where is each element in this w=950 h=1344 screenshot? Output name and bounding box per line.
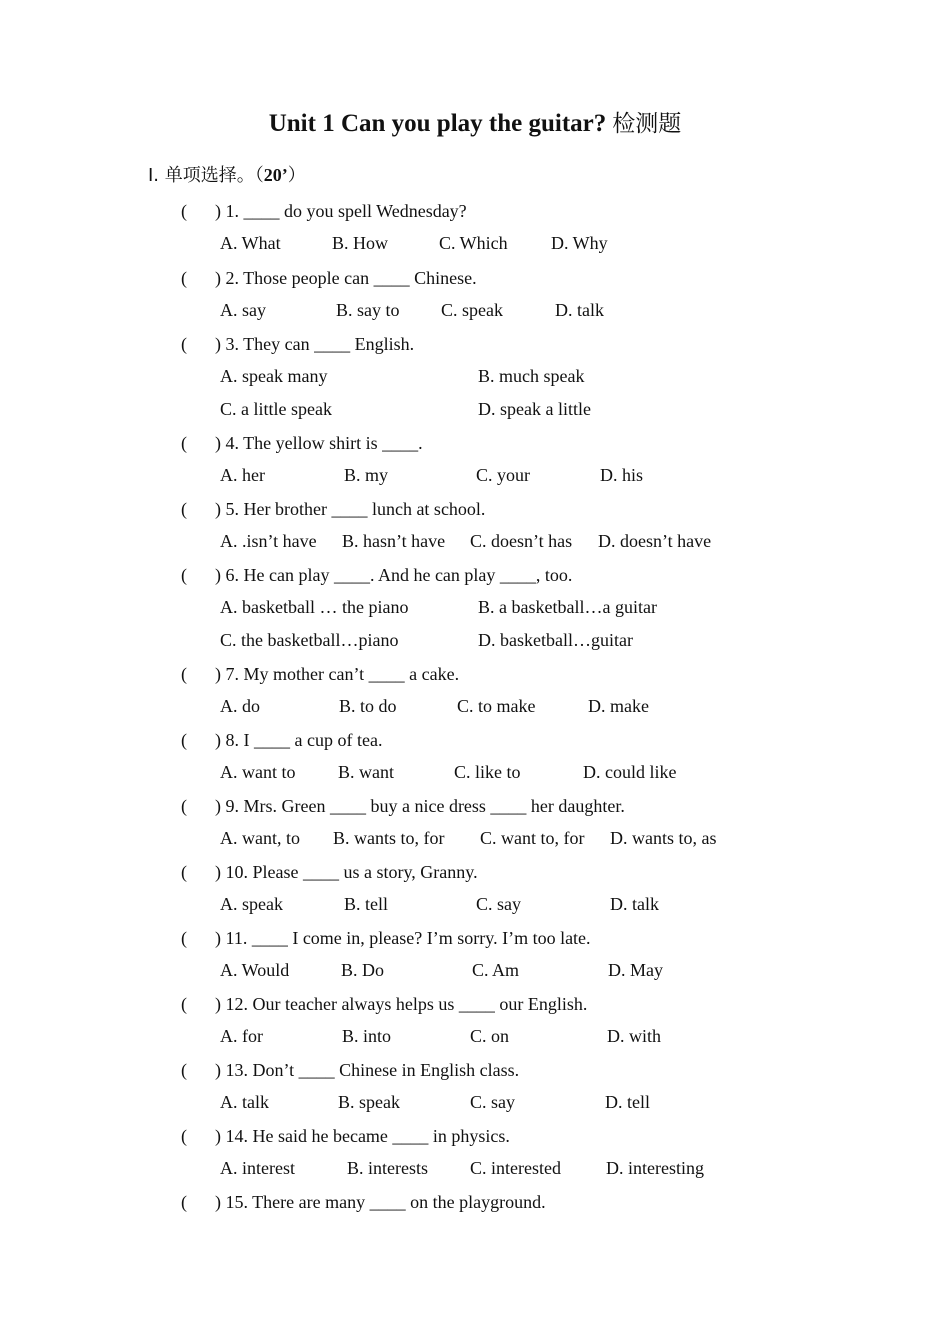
option-2-b: B. say to	[336, 300, 400, 320]
question-text: ) 1. ____ do you spell Wednesday?	[215, 201, 467, 221]
answer-blank-open: (	[181, 862, 187, 882]
question-text: ) 3. They can ____ English.	[215, 334, 415, 354]
option-4-b: B. my	[344, 465, 389, 485]
option-12-a: A. for	[220, 1026, 263, 1046]
option-11-c: C. Am	[472, 960, 520, 980]
section-score: 20’	[263, 165, 288, 185]
question-text: ) 10. Please ____ us a story, Granny.	[215, 862, 478, 882]
option-3-b: B. much speak	[478, 366, 585, 386]
option-9-c: C. want to, for	[480, 828, 585, 848]
option-14-c: C. interested	[470, 1158, 561, 1178]
option-10-b: B. tell	[344, 894, 388, 914]
option-5-d: D. doesn’t have	[598, 531, 712, 551]
title-english: Unit 1 Can you play the guitar?	[268, 110, 607, 137]
option-2-a: A. say	[220, 300, 266, 320]
option-5-b: B. hasn’t have	[342, 531, 446, 551]
option-10-d: D. talk	[610, 894, 659, 914]
option-14-b: B. interests	[347, 1158, 428, 1178]
option-13-b: B. speak	[338, 1092, 400, 1112]
option-2-d: D. talk	[555, 300, 604, 320]
option-8-a: A. want to	[220, 762, 296, 782]
title-chinese: 检测题	[612, 111, 682, 137]
section-heading	[148, 163, 306, 188]
answer-blank-open: (	[181, 1126, 187, 1146]
option-12-d: D. with	[607, 1026, 661, 1046]
question-text: ) 2. Those people can ____ Chinese.	[215, 268, 477, 288]
question-text: ) 15. There are many ____ on the playground.	[215, 1192, 546, 1212]
option-13-a: A. talk	[220, 1092, 269, 1112]
answer-blank-open: (	[181, 201, 187, 221]
option-6-c: C. the basketball…piano	[220, 630, 399, 650]
option-10-a: A. speak	[220, 894, 283, 914]
option-14-d: D. interesting	[606, 1158, 704, 1178]
option-11-d: D. May	[608, 960, 663, 980]
option-7-a: A. do	[220, 696, 260, 716]
option-5-c: C. doesn’t has	[470, 531, 573, 551]
option-13-c: C. say	[470, 1092, 515, 1112]
answer-blank-open: (	[181, 1192, 187, 1212]
answer-blank-open: (	[181, 796, 187, 816]
option-4-d: D. his	[600, 465, 644, 485]
option-8-d: D. could like	[583, 762, 677, 782]
answer-blank-open: (	[181, 433, 187, 453]
option-5-a: A. .isn’t have	[220, 531, 317, 551]
option-4-c: C. your	[476, 465, 530, 485]
question-text: ) 8. I ____ a cup of tea.	[215, 730, 383, 750]
option-7-d: D. make	[588, 696, 649, 716]
option-6-b: B. a basketball…a guitar	[478, 597, 657, 617]
option-1-b: B. How	[332, 233, 389, 253]
question-text: ) 13. Don’t ____ Chinese in English class.	[215, 1060, 520, 1080]
option-2-c: C. speak	[441, 300, 503, 320]
option-7-b: B. to do	[339, 696, 397, 716]
page-title	[0, 108, 950, 140]
answer-blank-open: (	[181, 730, 187, 750]
question-text: ) 9. Mrs. Green ____ buy a nice dress ____ her daughter.	[215, 796, 625, 816]
answer-blank-open: (	[181, 565, 187, 585]
question-text: ) 4. The yellow shirt is ____.	[215, 433, 423, 453]
option-4-a: A. her	[220, 465, 265, 485]
option-3-a: A. speak many	[220, 366, 328, 386]
option-13-d: D. tell	[605, 1092, 650, 1112]
question-text: ) 11. ____ I come in, please? I’m sorry. I’m too late.	[215, 928, 591, 948]
section-end: ）	[287, 165, 306, 186]
option-6-d: D. basketball…guitar	[478, 630, 633, 650]
option-11-b: B. Do	[341, 960, 385, 980]
option-3-d: D. speak a little	[478, 399, 591, 419]
option-8-b: B. want	[338, 762, 394, 782]
option-12-c: C. on	[470, 1026, 510, 1046]
answer-blank-open: (	[181, 994, 187, 1014]
answer-blank-open: (	[181, 334, 187, 354]
option-11-a: A. Would	[220, 960, 290, 980]
answer-blank-open: (	[181, 928, 187, 948]
option-1-d: D. Why	[551, 233, 608, 253]
question-text: ) 12. Our teacher always helps us ____ our English.	[215, 994, 588, 1014]
section-label: Ⅰ. 单项选择。（	[148, 165, 264, 186]
option-14-a: A. interest	[220, 1158, 295, 1178]
answer-blank-open: (	[181, 268, 187, 288]
option-8-c: C. like to	[454, 762, 521, 782]
option-10-c: C. say	[476, 894, 521, 914]
answer-blank-open: (	[181, 499, 187, 519]
option-9-b: B. wants to, for	[333, 828, 445, 848]
question-text: ) 6. He can play ____. And he can play ____, too.	[215, 565, 573, 585]
option-6-a: A. basketball … the piano	[220, 597, 409, 617]
option-3-c: C. a little speak	[220, 399, 332, 419]
option-9-a: A. want, to	[220, 828, 300, 848]
answer-blank-open: (	[181, 664, 187, 684]
option-9-d: D. wants to, as	[610, 828, 717, 848]
question-text: ) 5. Her brother ____ lunch at school.	[215, 499, 486, 519]
question-text: ) 14. He said he became ____ in physics.	[215, 1126, 510, 1146]
option-1-a: A. What	[220, 233, 281, 253]
option-7-c: C. to make	[457, 696, 536, 716]
option-1-c: C. Which	[439, 233, 508, 253]
question-text: ) 7. My mother can’t ____ a cake.	[215, 664, 460, 684]
answer-blank-open: (	[181, 1060, 187, 1080]
option-12-b: B. into	[342, 1026, 392, 1046]
